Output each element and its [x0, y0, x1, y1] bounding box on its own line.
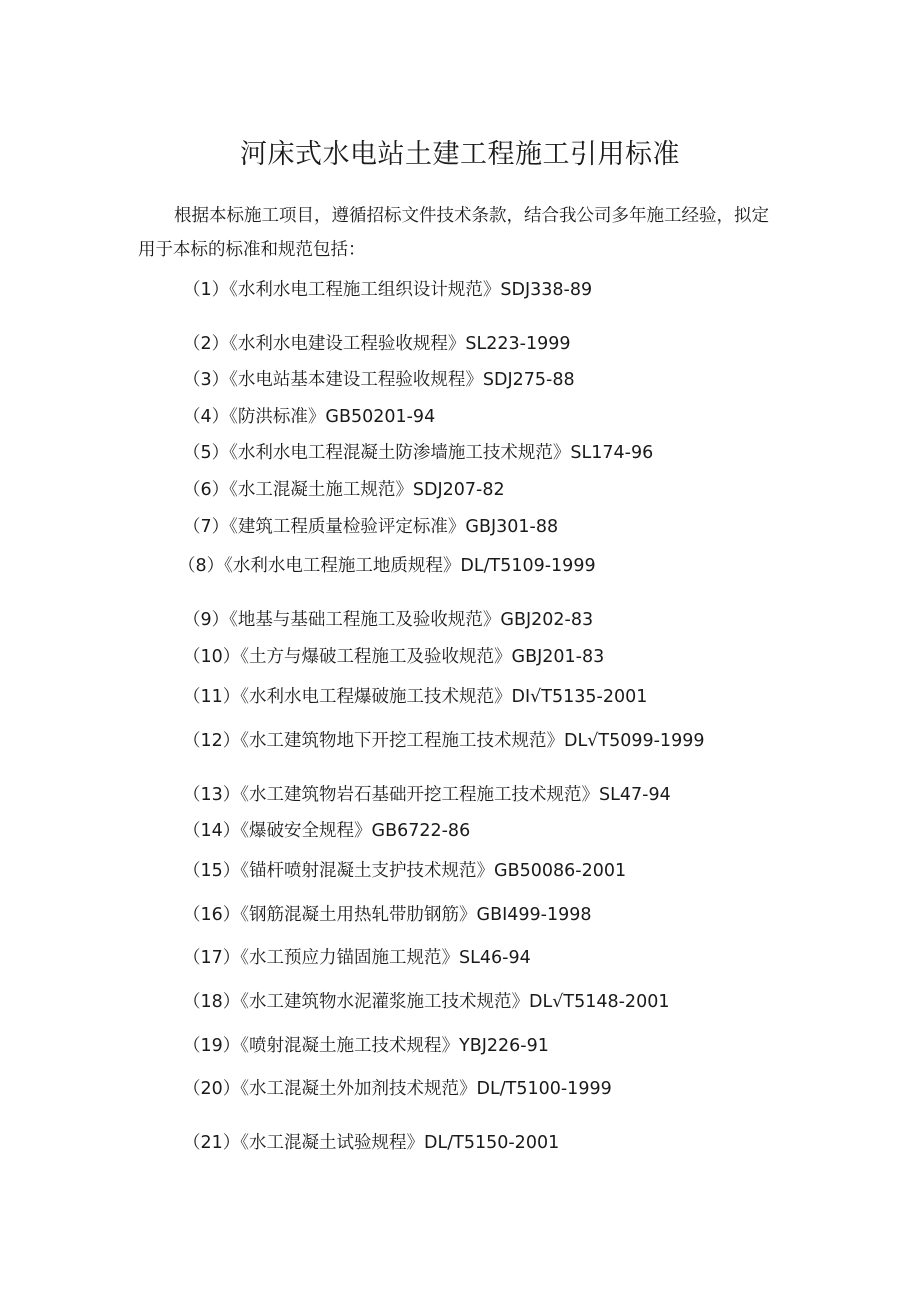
standard-item-15: （15）《锚杆喷射混凝土支护技术规范》GB50086-2001 [183, 861, 627, 881]
standard-item-3: （3）《水电站基本建设工程验收规程》SDJ275-88 [183, 370, 575, 390]
standard-item-7: （7）《建筑工程质量检验评定标准》GBJ301-88 [183, 517, 559, 537]
standard-item-11: （11）《水利水电工程爆破施工技术规范》DI√T5135-2001 [183, 687, 648, 707]
standard-item-21: （21）《水工混凝土试验规程》DL/T5150-2001 [183, 1133, 560, 1153]
standard-item-12: （12）《水工建筑物地下开挖工程施工技术规范》DL√T5099-1999 [183, 731, 705, 751]
standard-item-17: （17）《水工预应力锚固施工规范》SL46-94 [183, 948, 531, 968]
standard-item-4: （4）《防洪标准》GB50201-94 [183, 407, 436, 427]
standard-item-6: （6）《水工混凝土施工规范》SDJ207-82 [183, 480, 505, 500]
standard-item-1: （1）《水利水电工程施工组织设计规范》SDJ338-89 [183, 280, 593, 300]
standard-item-10: （10）《土方与爆破工程施工及验收规范》GBJ201-83 [183, 647, 605, 667]
standard-item-14: （14）《爆破安全规程》GB6722-86 [183, 821, 471, 841]
standard-item-9: （9）《地基与基础工程施工及验收规范》GBJ202-83 [183, 610, 594, 630]
standard-item-19: （19）《喷射混凝土施工技术规程》YBJ226-91 [183, 1036, 549, 1056]
standard-item-13: （13）《水工建筑物岩石基础开挖工程施工技术规范》SL47-94 [183, 785, 671, 805]
document-title: 河床式水电站土建工程施工引用标准 [240, 139, 680, 170]
standard-item-8: （8）《水利水电工程施工地质规程》DL/T5109-1999 [178, 556, 596, 576]
standard-item-20: （20）《水工混凝土外加剂技术规范》DL/T5100-1999 [183, 1079, 612, 1099]
intro-paragraph: 根据本标施工项目，遵循招标文件技术条款，结合我公司多年施工经验，拟定用于本标的标准和规范包括： [138, 206, 769, 260]
standard-item-16: （16）《钢筋混凝土用热轧带肋钢筋》GBI499-1998 [183, 905, 592, 925]
standard-item-5: （5）《水利水电工程混凝土防渗墙施工技术规范》SL174-96 [183, 443, 654, 463]
standard-item-18: （18）《水工建筑物水泥灌浆施工技术规范》DL√T5148-2001 [183, 992, 670, 1012]
standard-item-2: （2）《水利水电建设工程验收规程》SL223-1999 [183, 334, 571, 354]
